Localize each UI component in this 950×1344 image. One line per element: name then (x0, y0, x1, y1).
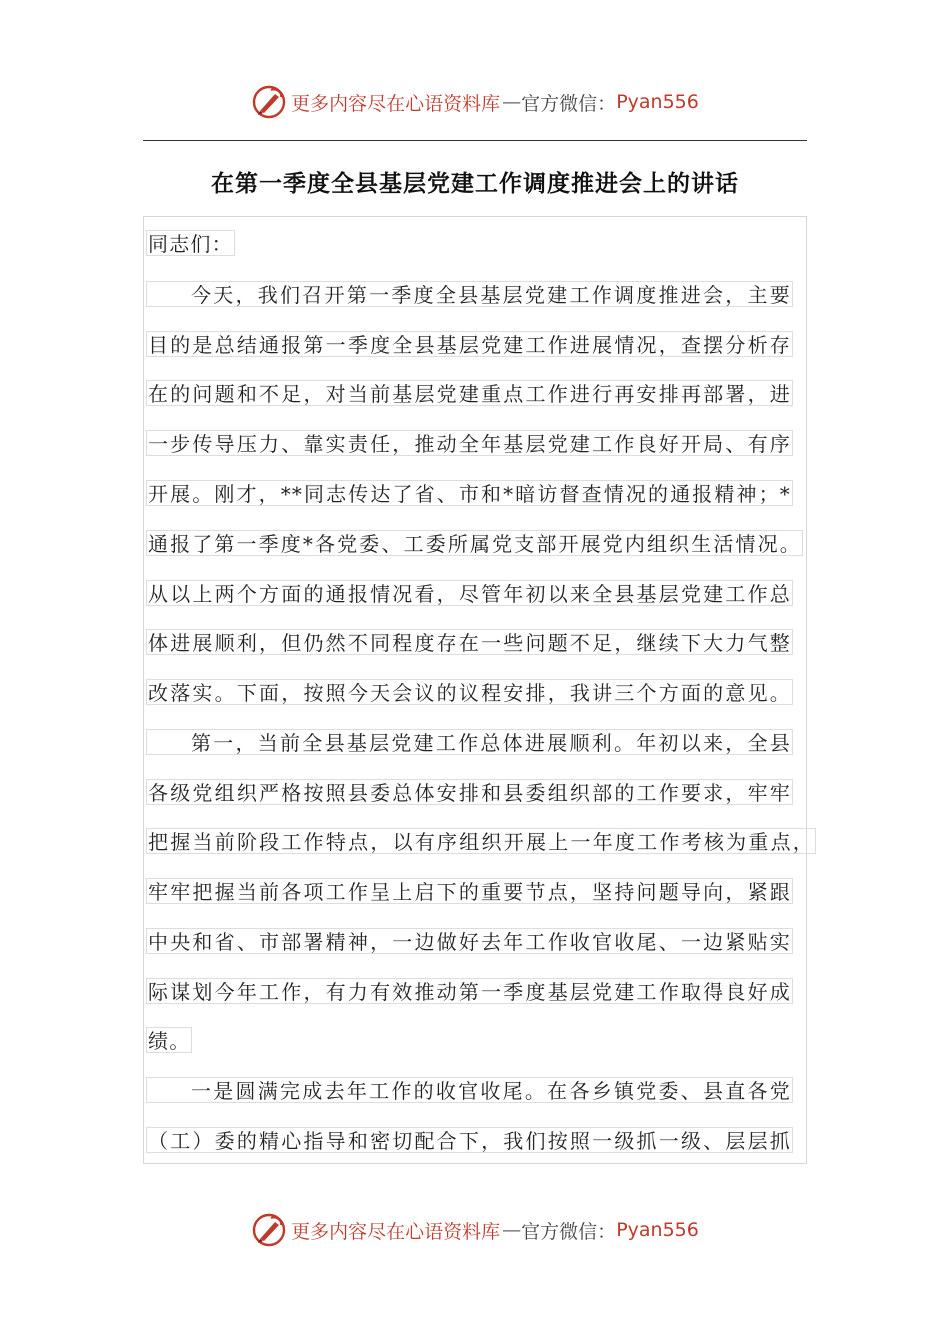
banner-wechat-label: 官方微信： (521, 92, 617, 115)
text-line: 绩。 (148, 1029, 191, 1053)
header-divider (143, 140, 807, 141)
text-line: 中央和省、市部署精神，一边做好去年工作收官收尾、一边紧贴实 (148, 930, 791, 954)
text-line: 开展。刚才，**同志传达了省、市和*暗访督查情况的通报精神；* (148, 482, 791, 506)
footer-banner (0, 1210, 950, 1250)
text-line: 目的是总结通报第一季度全县基层党建工作进展情况，查摆分析存 (148, 333, 791, 357)
text-line: 际谋划今年工作，有力有效推动第一季度基层党建工作取得良好成 (148, 980, 791, 1004)
banner-brand-text: 更多内容尽在心语资料库 (291, 92, 501, 115)
text-line: 各级党组织严格按照县委总体安排和县委组织部的工作要求，牢牢 (148, 781, 791, 805)
text-line: （工）委的精心指导和密切配合下，我们按照一级抓一级、层层抓 (148, 1129, 791, 1153)
text-line: 一是圆满完成去年工作的收官收尾。在各乡镇党委、县直各党 (146, 1077, 793, 1103)
banner-dash: — (502, 91, 520, 113)
text-line: 今天，我们召开第一季度全县基层党建工作调度推进会，主要 (146, 281, 793, 307)
document-title: 在第一季度全县基层党建工作调度推进会上的讲话 (211, 171, 739, 197)
banner-dash: — (502, 1219, 520, 1241)
pen-logo-icon (251, 84, 287, 120)
pen-logo-icon (251, 1212, 287, 1248)
banner-account: Pyan556 (616, 1219, 699, 1241)
text-line: 把握当前阶段工作特点，以有序组织开展上一年度工作考核为重点， (148, 830, 814, 854)
text-line: 牢牢把握当前各项工作呈上启下的重要节点，坚持问题导向，紧跟 (148, 880, 791, 904)
text-line: 在的问题和不足，对当前基层党建重点工作进行再安排再部署，进 (148, 382, 791, 406)
text-line: 改落实。下面，按照今天会议的议程安排，我讲三个方面的意见。 (148, 681, 791, 705)
text-line: 从以上两个方面的通报情况看，尽管年初以来全县基层党建工作总 (148, 582, 791, 606)
text-line: 体进展顺利，但仍然不同程度存在一些问题不足，继续下大力气整 (148, 631, 791, 655)
text-line: 通报了第一季度*各党委、工委所属党支部开展党内组织生活情况。 (148, 532, 801, 556)
salutation: 同志们： (148, 232, 233, 256)
text-line: 一步传导压力、靠实责任，推动全年基层党建工作良好开局、有序 (148, 432, 791, 456)
text-line: 第一，当前全县基层党建工作总体进展顺利。年初以来，全县 (146, 729, 793, 755)
banner-account: Pyan556 (616, 91, 699, 113)
banner-brand-text: 更多内容尽在心语资料库 (291, 1220, 501, 1243)
banner-wechat-label: 官方微信： (521, 1220, 617, 1243)
header-banner (0, 82, 950, 122)
